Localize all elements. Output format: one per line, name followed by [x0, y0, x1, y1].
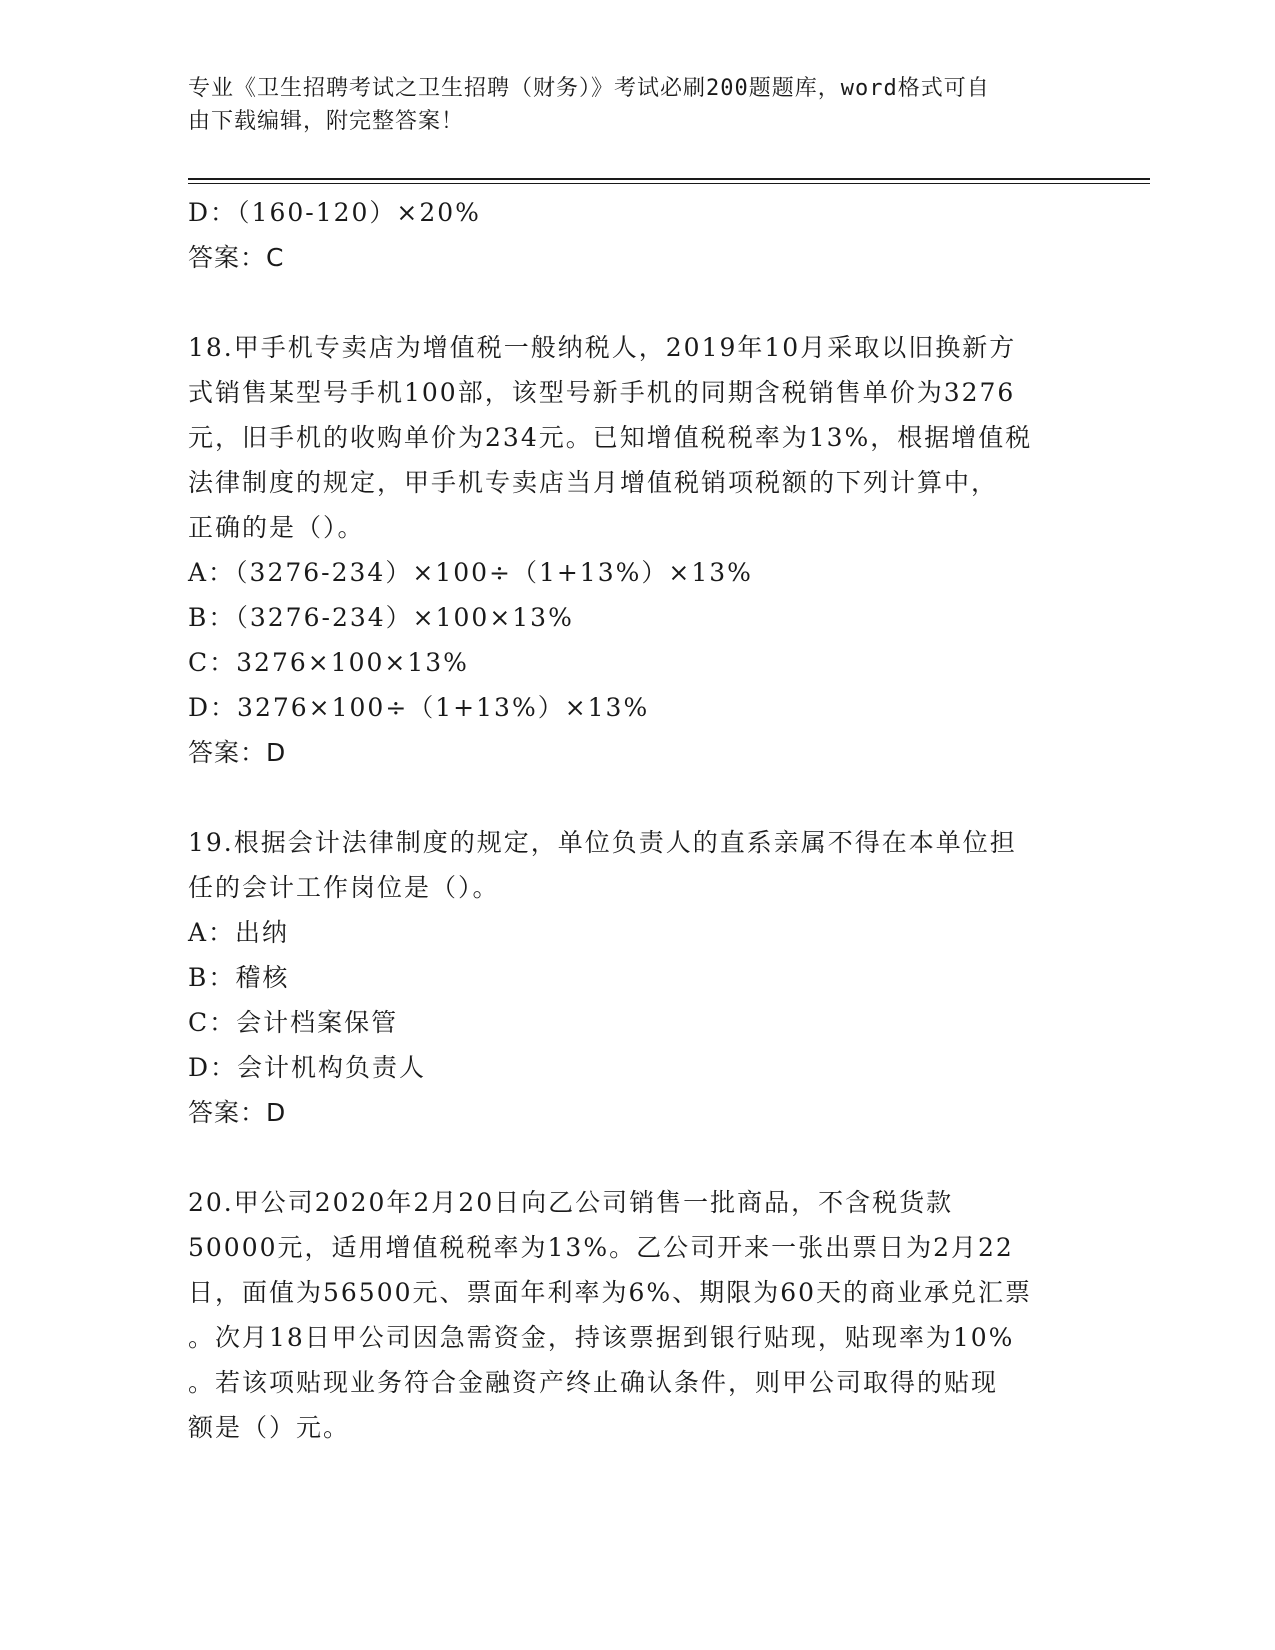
option-b: B：（3276-234）×100×13%: [188, 603, 574, 632]
option-a: A：出纳: [188, 918, 290, 947]
option-c: C：会计档案保管: [188, 1008, 399, 1037]
question-text-line: 20.甲公司2020年2月20日向乙公司销售一批商品，不含税货款: [188, 1188, 954, 1217]
spacer: [188, 1135, 1088, 1180]
question-text-line: 。若该项贴现业务符合金融资产终止确认条件，则甲公司取得的贴现: [188, 1368, 999, 1397]
question-18: [188, 325, 1088, 775]
answer: 答案：D: [188, 738, 287, 767]
document-body: [188, 190, 1088, 1450]
header-rule-thin: [188, 183, 1150, 184]
option-a: A：（3276-234）×100÷（1+13%）×13%: [188, 558, 753, 587]
question-text-line: 元，旧手机的收购单价为234元。已知增值税税率为13%，根据增值税: [188, 423, 1033, 452]
question-text-line: 19.根据会计法律制度的规定，单位负责人的直系亲属不得在本单位担: [188, 828, 1017, 857]
question-text-line: 18.甲手机专卖店为增值税一般纳税人，2019年10月采取以旧换新方: [188, 333, 1017, 362]
answer: 答案：D: [188, 1098, 287, 1127]
header-line-2: 由下载编辑，附完整答案！: [188, 109, 465, 134]
question-text-line: 正确的是（）。: [188, 513, 365, 542]
question-text-line: 额是（）元。: [188, 1413, 351, 1442]
spacer: [188, 775, 1088, 820]
option-b: B：稽核: [188, 963, 290, 992]
question-text-line: 式销售某型号手机100部，该型号新手机的同期含税销售单价为3276: [188, 378, 1016, 407]
question-text-line: 法律制度的规定，甲手机专卖店当月增值税销项税额的下列计算中，: [188, 468, 999, 497]
question-text-line: 日，面值为56500元、票面年利率为6%、期限为60天的商业承兑汇票: [188, 1278, 1033, 1307]
header-rule-thick: [188, 178, 1150, 180]
header-line-1: 专业《卫生招聘考试之卫生招聘（财务）》考试必刷200题题库，word格式可自: [188, 76, 990, 101]
question-text-line: 。次月18日甲公司因急需资金，持该票据到银行贴现，贴现率为10%: [188, 1323, 1015, 1352]
option-d: D：会计机构负责人: [188, 1053, 427, 1082]
option-c: C：3276×100×13%: [188, 648, 469, 677]
spacer: [188, 280, 1088, 325]
question-text-line: 任的会计工作岗位是（）。: [188, 873, 500, 902]
question-text-line: 50000元，适用增值税税率为13%。乙公司开来一张出票日为2月22: [188, 1233, 1014, 1262]
prev-option-d: D：（160-120）×20%: [188, 198, 481, 227]
question-20: [188, 1180, 1088, 1450]
option-d: D：3276×100÷（1+13%）×13%: [188, 693, 650, 722]
document-header: [188, 72, 1088, 138]
prev-answer: 答案：C: [188, 243, 285, 272]
question-19: [188, 820, 1088, 1135]
